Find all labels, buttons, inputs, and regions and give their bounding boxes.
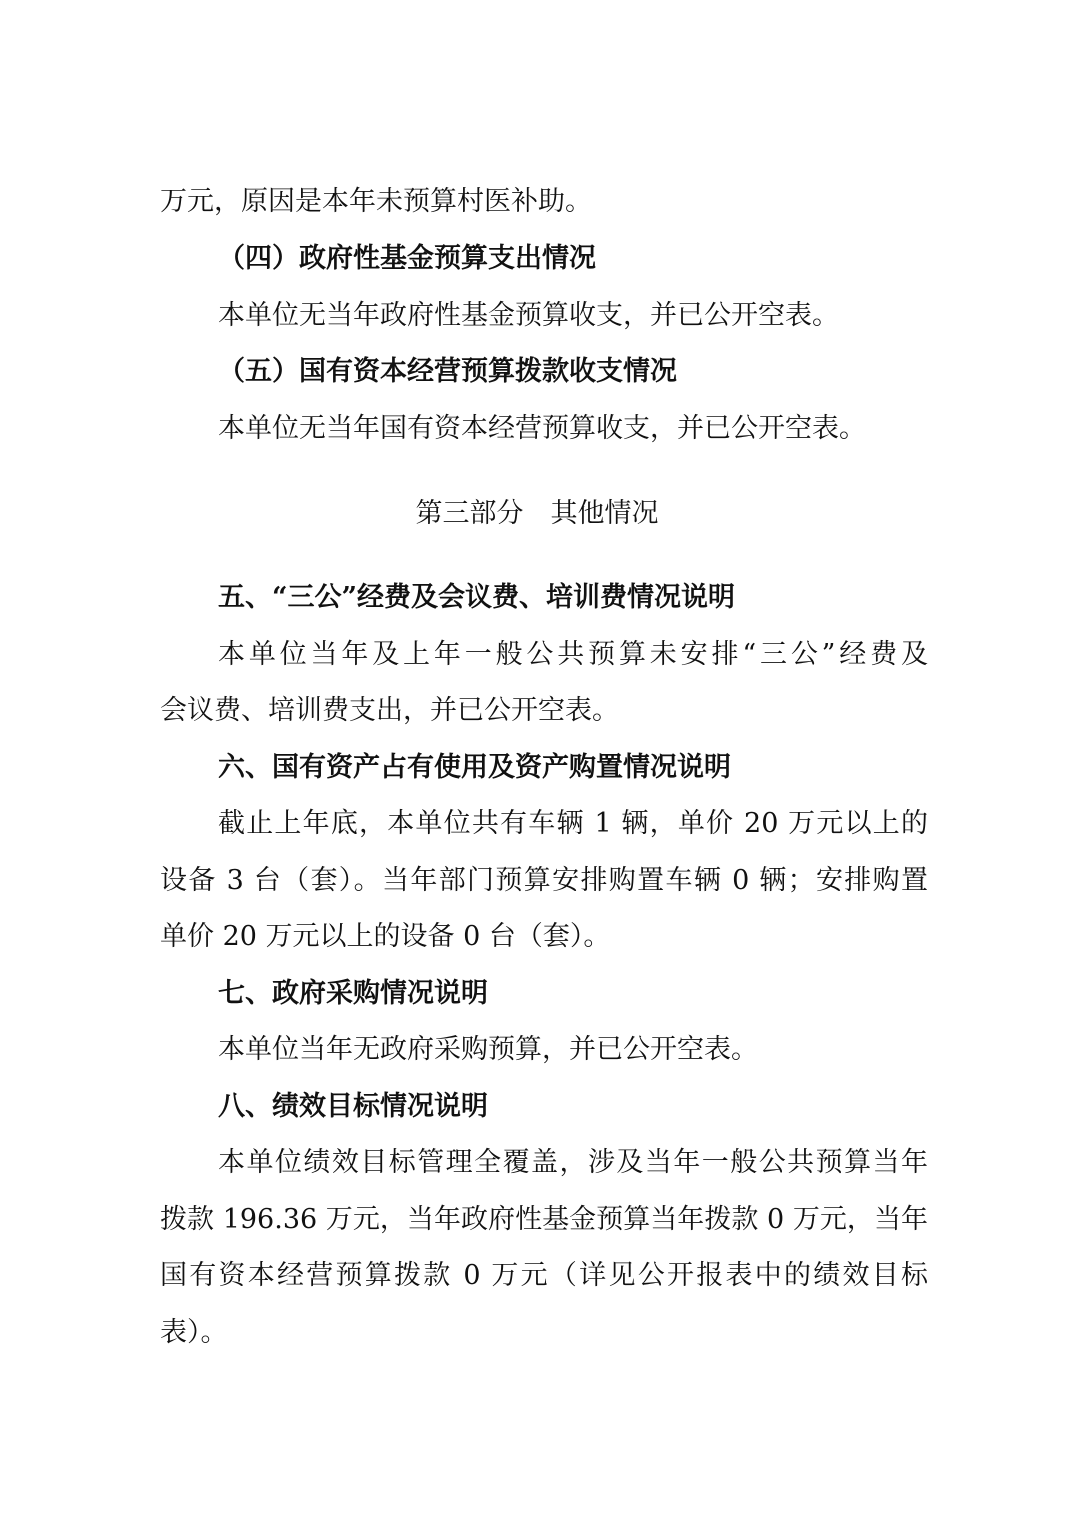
subheading-government-fund: （四）政府性基金预算支出情况	[218, 243, 596, 274]
paragraph-line: 拨款 196.36 万元，当年政府性基金预算当年拨款 0 万元，当年	[160, 1204, 928, 1235]
paragraph-line: 截止上年底，本单位共有车辆 1 辆，单价 20 万元以上的	[218, 808, 928, 839]
paragraph-line: 本单位无当年政府性基金预算收支，并已公开空表。	[218, 300, 839, 331]
heading-three-public-expenses: 五、“三公”经费及会议费、培训费情况说明	[218, 582, 736, 613]
paragraph-line: 万元，原因是本年未预算村医补助。	[160, 186, 592, 217]
paragraph-line: 国有资本经营预算拨款 0 万元（详见公开报表中的绩效目标	[160, 1260, 928, 1291]
heading-performance-targets: 八、绩效目标情况说明	[218, 1091, 488, 1122]
paragraph-line: 表）。	[160, 1317, 228, 1348]
section-title: 第三部分 其他情况	[415, 498, 659, 529]
paragraph-line: 本单位无当年国有资本经营预算收支，并已公开空表。	[218, 413, 866, 444]
paragraph-line: 本单位当年及上年一般公共预算未安排“三公”经费及	[218, 639, 928, 670]
heading-state-assets: 六、国有资产占有使用及资产购置情况说明	[218, 752, 731, 783]
subheading-state-capital: （五）国有资本经营预算拨款收支情况	[218, 356, 677, 387]
paragraph-line: 单价 20 万元以上的设备 0 台（套）。	[160, 921, 611, 952]
paragraph-line: 设备 3 台（套）。当年部门预算安排购置车辆 0 辆；安排购置	[160, 865, 928, 896]
heading-government-procurement: 七、政府采购情况说明	[218, 978, 488, 1009]
paragraph-line: 本单位当年无政府采购预算，并已公开空表。	[218, 1034, 758, 1065]
paragraph-line: 本单位绩效目标管理全覆盖，涉及当年一般公共预算当年	[218, 1147, 928, 1178]
paragraph-line: 会议费、培训费支出，并已公开空表。	[160, 695, 619, 726]
